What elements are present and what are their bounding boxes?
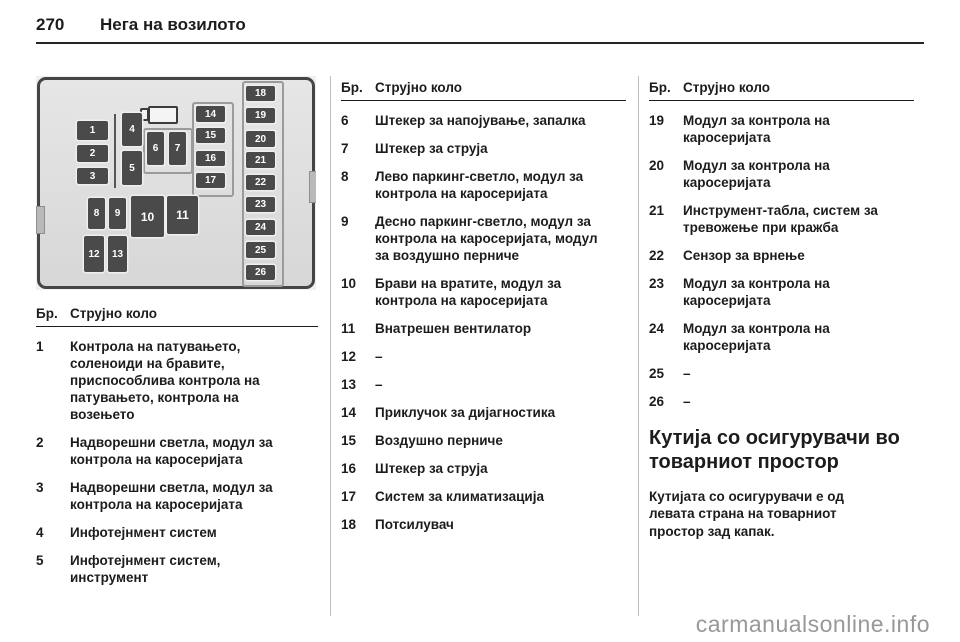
table-header [36, 306, 318, 327]
row-number: 10 [341, 276, 357, 291]
row-text: – [375, 377, 383, 392]
table-row [341, 488, 626, 505]
watermark: carmanualsonline.info [695, 611, 930, 637]
row-number: 18 [341, 517, 357, 532]
table-row [36, 434, 318, 468]
row-number: 2 [36, 435, 44, 450]
row-number: 24 [649, 321, 665, 336]
row-text: Модул за контрола на каросеријата [683, 113, 830, 145]
row-number: 22 [649, 248, 665, 263]
table-row [341, 140, 626, 157]
row-text: Модул за контрола на каросеријата [683, 158, 830, 190]
page-header [0, 0, 960, 35]
row-text: Брави на вратите, модул за контрола на каросеријата [375, 276, 562, 308]
fuse-1: 1 [77, 121, 108, 140]
fuse-22: 22 [246, 175, 275, 190]
row-number: 15 [341, 433, 357, 448]
fuse-25: 25 [246, 242, 275, 258]
table-row [649, 247, 914, 264]
row-number: 12 [341, 349, 357, 364]
fuse-18: 18 [246, 86, 275, 101]
row-number: 21 [649, 203, 665, 218]
row-number: 11 [341, 321, 356, 336]
row-text: Лево паркинг-светло, модул за контрола на каросеријата [375, 169, 584, 201]
connector-stub-right [309, 171, 316, 203]
table-row [341, 432, 626, 449]
col-header-no: Бр. [36, 306, 58, 321]
table-row [649, 320, 914, 354]
row-text: Потсилувач [375, 517, 454, 532]
column-1 [36, 76, 330, 616]
table-row [649, 365, 914, 382]
row-number: 5 [36, 553, 44, 568]
row-number: 6 [341, 113, 349, 128]
table-row [341, 516, 626, 533]
row-text: Инфотејнмент систем, инструмент [70, 553, 221, 585]
content-columns [36, 76, 924, 616]
row-text: Внатрешен вентилатор [375, 321, 532, 336]
fuse-19: 19 [246, 108, 275, 123]
table-row [649, 275, 914, 309]
section-body: Кутијата со осигурувачи е од левата страна на товарниот простор зад капак. [649, 488, 844, 539]
table-row [341, 168, 626, 202]
table-row [36, 338, 318, 423]
table-row [649, 202, 914, 236]
fuse-20: 20 [246, 131, 275, 147]
row-text: Штекер за струја [375, 141, 488, 156]
fuse-13: 13 [108, 236, 127, 272]
fuse-3: 3 [77, 168, 108, 184]
col-header-no: Бр. [341, 80, 363, 95]
fuse-9: 9 [109, 198, 126, 229]
row-text: Десно паркинг-светло, модул за контрола на каросеријата, модул за воздушно перниче [375, 214, 598, 263]
fuse-8: 8 [88, 198, 105, 229]
relay-icon [148, 106, 178, 124]
row-text: Штекер за напојување, запалка [375, 113, 586, 128]
table-row [36, 552, 318, 586]
row-number: 23 [649, 276, 665, 291]
table-row [341, 348, 626, 365]
fuse-2: 2 [77, 145, 108, 162]
row-text: Систем за климатизација [375, 489, 544, 504]
table-row [341, 376, 626, 393]
row-text: Контрола на патувањето, соленоиди на бравите, приспособлива контрола на патувањето, контрола на возењето [70, 339, 260, 422]
fuse-15: 15 [196, 128, 225, 143]
table-row [341, 320, 626, 337]
row-number: 13 [341, 377, 357, 392]
table-row [341, 112, 626, 129]
table-row [341, 460, 626, 477]
row-text: Инфотејнмент систем [70, 525, 217, 540]
row-number: 14 [341, 405, 357, 420]
fuse-11: 11 [167, 196, 198, 234]
row-number: 4 [36, 525, 44, 540]
fuse-23: 23 [246, 197, 275, 212]
fuse-26: 26 [246, 265, 275, 280]
row-text: – [375, 349, 383, 364]
row-text: Надворешни светла, модул за контрола на каросеријата [70, 435, 273, 467]
fuse-16: 16 [196, 151, 225, 166]
table-row [649, 157, 914, 191]
fusebox-diagram [36, 76, 316, 290]
fuse-10: 10 [131, 196, 164, 237]
fuse-17: 17 [196, 173, 225, 188]
table-row [36, 479, 318, 513]
table-row [341, 275, 626, 309]
row-number: 16 [341, 461, 357, 476]
row-number: 20 [649, 158, 665, 173]
row-number: 19 [649, 113, 665, 128]
table-row [341, 404, 626, 421]
page-number: 270 [36, 15, 65, 34]
table-header [341, 80, 626, 101]
row-text: Приклучок за дијагностика [375, 405, 556, 420]
fuse-5: 5 [122, 151, 142, 185]
row-text: Модул за контрола на каросеријата [683, 321, 830, 353]
row-text: Инструмент-табла, систем за тревожење при кражба [683, 203, 878, 235]
row-number: 3 [36, 480, 44, 495]
section-heading: Кутија со осигурувачи во товарниот простор [649, 427, 900, 473]
table-header [649, 80, 914, 101]
connector-stub-left [36, 206, 45, 234]
row-text: – [683, 366, 691, 381]
col-header-no: Бр. [649, 80, 671, 95]
col-header-circuit: Струјно коло [375, 80, 462, 95]
page-title: Нега на возилото [100, 15, 246, 34]
row-number: 17 [341, 489, 357, 504]
row-text: Надворешни светла, модул за контрола на каросеријата [70, 480, 273, 512]
row-number: 25 [649, 366, 665, 381]
fuse-6: 6 [147, 132, 164, 165]
table-row [649, 393, 914, 410]
row-number: 7 [341, 141, 349, 156]
column-3 [638, 76, 924, 616]
fuse-14: 14 [196, 106, 225, 122]
row-number: 1 [36, 339, 44, 354]
fuse-4: 4 [122, 113, 142, 146]
header-rule [36, 42, 924, 44]
row-number: 8 [341, 169, 349, 184]
fuse-24: 24 [246, 220, 275, 235]
row-text: Воздушно перниче [375, 433, 503, 448]
row-text: – [683, 394, 691, 409]
col-header-circuit: Струјно коло [683, 80, 770, 95]
fuse-7: 7 [169, 132, 186, 165]
fuse-21: 21 [246, 152, 275, 168]
row-text: Модул за контрола на каросеријата [683, 276, 830, 308]
row-text: Штекер за струја [375, 461, 488, 476]
row-number: 9 [341, 214, 349, 229]
table-row [36, 524, 318, 541]
row-number: 26 [649, 394, 665, 409]
panel-divider [114, 114, 116, 188]
table-row [649, 112, 914, 146]
row-text: Сензор за врнење [683, 248, 805, 263]
column-2 [330, 76, 638, 616]
col-header-circuit: Струјно коло [70, 306, 157, 321]
table-row [341, 213, 626, 264]
fuse-12: 12 [84, 236, 104, 272]
